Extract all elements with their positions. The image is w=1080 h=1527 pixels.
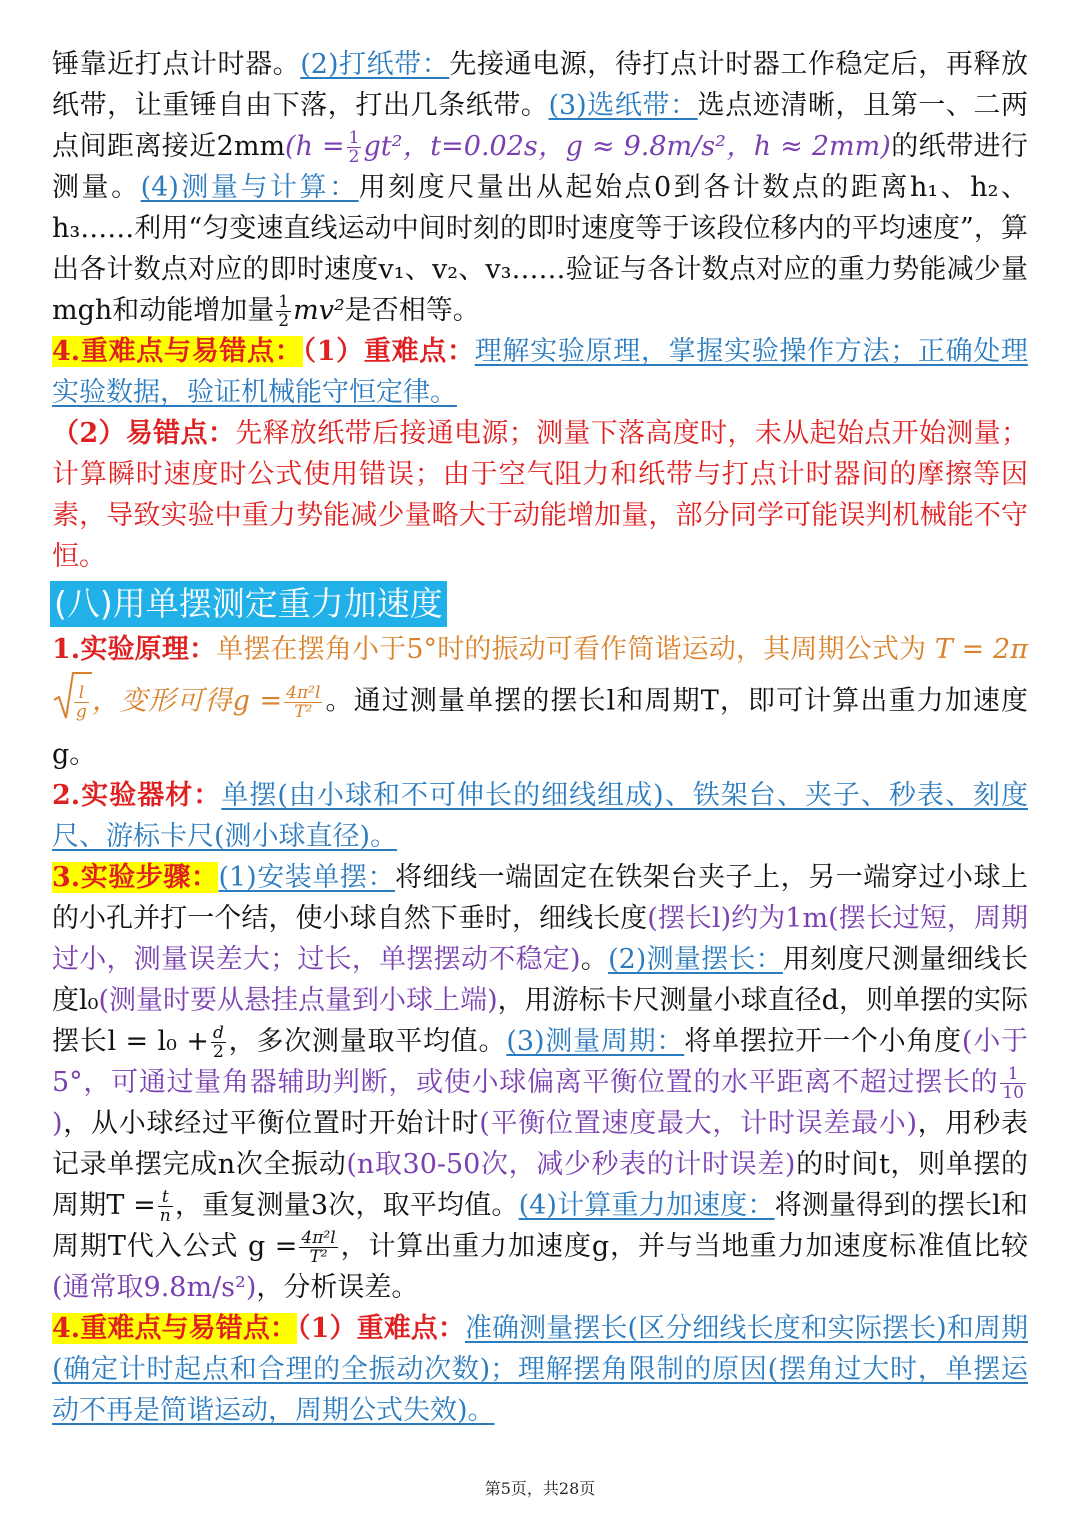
- fraction-g: $\frac{\text{4π²l}}{\text{T²}}$: [301, 1228, 336, 1267]
- equipment-label: 2.实验器材：: [52, 780, 222, 811]
- step-compute-end: ，分析误差。: [256, 1272, 419, 1303]
- step-period-text-4: 的时间t，则单摆的周期T =: [52, 1149, 1029, 1221]
- step-select-tape-heading: (3)选纸带：: [548, 90, 698, 121]
- equipment-text: 单摆(由小球和不可伸长的细线组成)、铁架台、夹子、秒表、刻度尺、游标卡尺(测小球直径)。: [52, 780, 1028, 852]
- error-text: 先释放纸带后接通电源；测量下落高度时，未从起始点开始测量；计算瞬时速度时公式使用错误；由于空气阻力和纸带与打点计时器间的摩擦等因素，导致实验中重力势能减少量略大于动能增加量，部分同学可能误判机械能不守恒。: [52, 418, 1028, 572]
- step-length-heading: (2)测量摆长：: [608, 944, 783, 975]
- formula-h-part2: gt²，t=0.02s，g ≈ 9.8m/s²，h ≈ 2mm): [363, 131, 891, 162]
- step-install-heading: (1)安装单摆：: [218, 862, 395, 893]
- step-print-tape-text: 先接通电源，待打点计时器工作稳定后，再释放纸带，让重锤自由下落，打出几条纸带。: [52, 49, 1029, 121]
- formula-h-part1: (h =: [285, 131, 345, 162]
- difficulty-heading-2: （1）重难点：: [297, 1313, 465, 1344]
- error-heading: （2）易错点：: [52, 418, 236, 449]
- step-period-text-3: ，用秒表记录单摆完成n次全振动: [52, 1108, 1029, 1180]
- step-period-note-1-end: ): [52, 1108, 63, 1139]
- step-install-text: 将细线一端固定在铁架台夹子上，另一端穿过小球上的小孔并打一个结，使小球自然下垂时，细线长度: [52, 862, 1029, 934]
- step-length-text-2: ，用游标卡尺测量小球直径d，则单摆的实际摆长l = l₀ +: [52, 985, 1028, 1057]
- principle-paragraph: [52, 629, 1028, 775]
- g-fraction: $\frac{\text{4π²l}}{\text{T²}}$: [286, 682, 321, 722]
- formula-kinetic: mv²: [293, 295, 345, 326]
- step-length-end: ，多次测量取平均值。: [227, 1026, 507, 1057]
- derive-text: ，变形可得g =: [90, 685, 283, 717]
- fraction-half-energy: $\frac{1}{2}$: [278, 292, 290, 331]
- steps-paragraph: [52, 857, 1028, 1308]
- principle-text: 单摆在摆角小于5°时的振动可看作简谐运动，其周期公式为: [216, 634, 927, 665]
- fraction-d-half: $\frac{d}{2}$: [212, 1023, 224, 1062]
- step-period-text-2: ，从小球经过平衡位置时开始计时: [62, 1108, 480, 1139]
- principle-tail: 。通过测量单摆的摆长l和周期T，即可计算出重力加速度g。: [52, 685, 1028, 770]
- key-points-label-2: 4.重难点与易错点：: [52, 1313, 298, 1344]
- intro-paragraph: [52, 44, 1028, 331]
- step-length-note: (测量时要从悬挂点量到小球上端): [98, 985, 498, 1016]
- key-points-2: [52, 1308, 1028, 1431]
- step-period-heading: (3)测量周期：: [506, 1026, 685, 1057]
- step-compute-text-2: ，计算出重力加速度g，并与当地重力加速度标准值比较: [339, 1231, 1028, 1262]
- key-points-1: [52, 331, 1028, 413]
- step-period-note-2: (平衡位置速度最大，计时误差最小): [479, 1108, 918, 1139]
- step-measure-text: 用刻度尺量出从起始点0到各计数点的距离h₁、h₂、h₃……利用“匀变速直线运动中间时刻的即时速度等于该段位移内的平均速度”，算出各计数点对应的即时速度v₁、v₂、v₃……验证与各计数点对应的重力势能减少量mgh和动能增加量: [52, 172, 1028, 326]
- page-number: 第5页，共28页: [484, 1479, 596, 1498]
- fraction-half: $\frac{1}{2}$: [348, 128, 360, 167]
- step-length-text: 用刻度尺测量细线长度l₀: [52, 944, 1028, 1016]
- principle-label: 1.实验原理：: [52, 634, 217, 665]
- step-period-note-1: (小于5°，可通过量角器辅助判断，或使小球偏离平衡位置的水平距离不超过摆长的: [52, 1026, 1028, 1098]
- sqrt-fraction: $\frac{l}{g}$: [76, 682, 87, 722]
- step-install-end: 。: [580, 944, 609, 975]
- step-period-end: ，重复测量3次，取平均值。: [174, 1190, 519, 1221]
- step-measure-tail: 是否相等。: [344, 295, 480, 326]
- fraction-one-tenth: $\frac{1}{10}$: [1002, 1064, 1024, 1103]
- difficulty-text-2: 准确测量摆长(区分细线长度和实际摆长)和周期(确定计时起点和合理的全振动次数)；理解摆角限制的原因(摆角过大时，单摆运动不再是简谐运动，周期公式失效)。: [52, 1313, 1028, 1426]
- fraction-t-over-n: $\frac{t}{n}$: [159, 1187, 171, 1226]
- step-compute-text: 将测量得到的摆长l和周期T代入公式 g =: [52, 1190, 1028, 1262]
- step-print-tape-heading: (2)打纸带：: [300, 49, 450, 80]
- step-compute-note: (通常取9.8m/s²): [52, 1272, 257, 1303]
- section-title: (八)用单摆测定重力加速度: [50, 581, 447, 627]
- step-compute-heading: (4)计算重力加速度：: [518, 1190, 775, 1221]
- intro-text-1: 锤靠近打点计时器。: [52, 49, 301, 80]
- key-points-label: 4.重难点与易错点：: [52, 336, 303, 367]
- period-formula: T = 2π: [934, 634, 1028, 665]
- step-select-tape-tail: 的纸带进行测量。: [52, 131, 1028, 203]
- step-select-tape-text: 选点迹清晰，且第一、二两点间距离接近2mm: [52, 90, 1029, 162]
- difficulty-heading: （1）重难点：: [302, 336, 475, 367]
- step-measure-heading: (4)测量与计算：: [140, 172, 359, 203]
- steps-label: 3.实验步骤：: [52, 862, 219, 893]
- error-points-1: [52, 413, 1028, 577]
- difficulty-text: 理解实验原理，掌握实验操作方法；正确处理实验数据，验证机械能守恒定律。: [52, 336, 1029, 408]
- step-install-note: (摆长l)约为1m(摆长过短，周期过小，测量误差大；过长，单摆摆动不稳定): [52, 903, 1028, 975]
- equipment-paragraph: [52, 775, 1028, 857]
- step-period-text: 将单摆拉开一个小角度: [684, 1026, 962, 1057]
- document-page: [52, 44, 1028, 1431]
- step-period-note-3: (n取30-50次，减少秒表的计时误差): [346, 1149, 796, 1180]
